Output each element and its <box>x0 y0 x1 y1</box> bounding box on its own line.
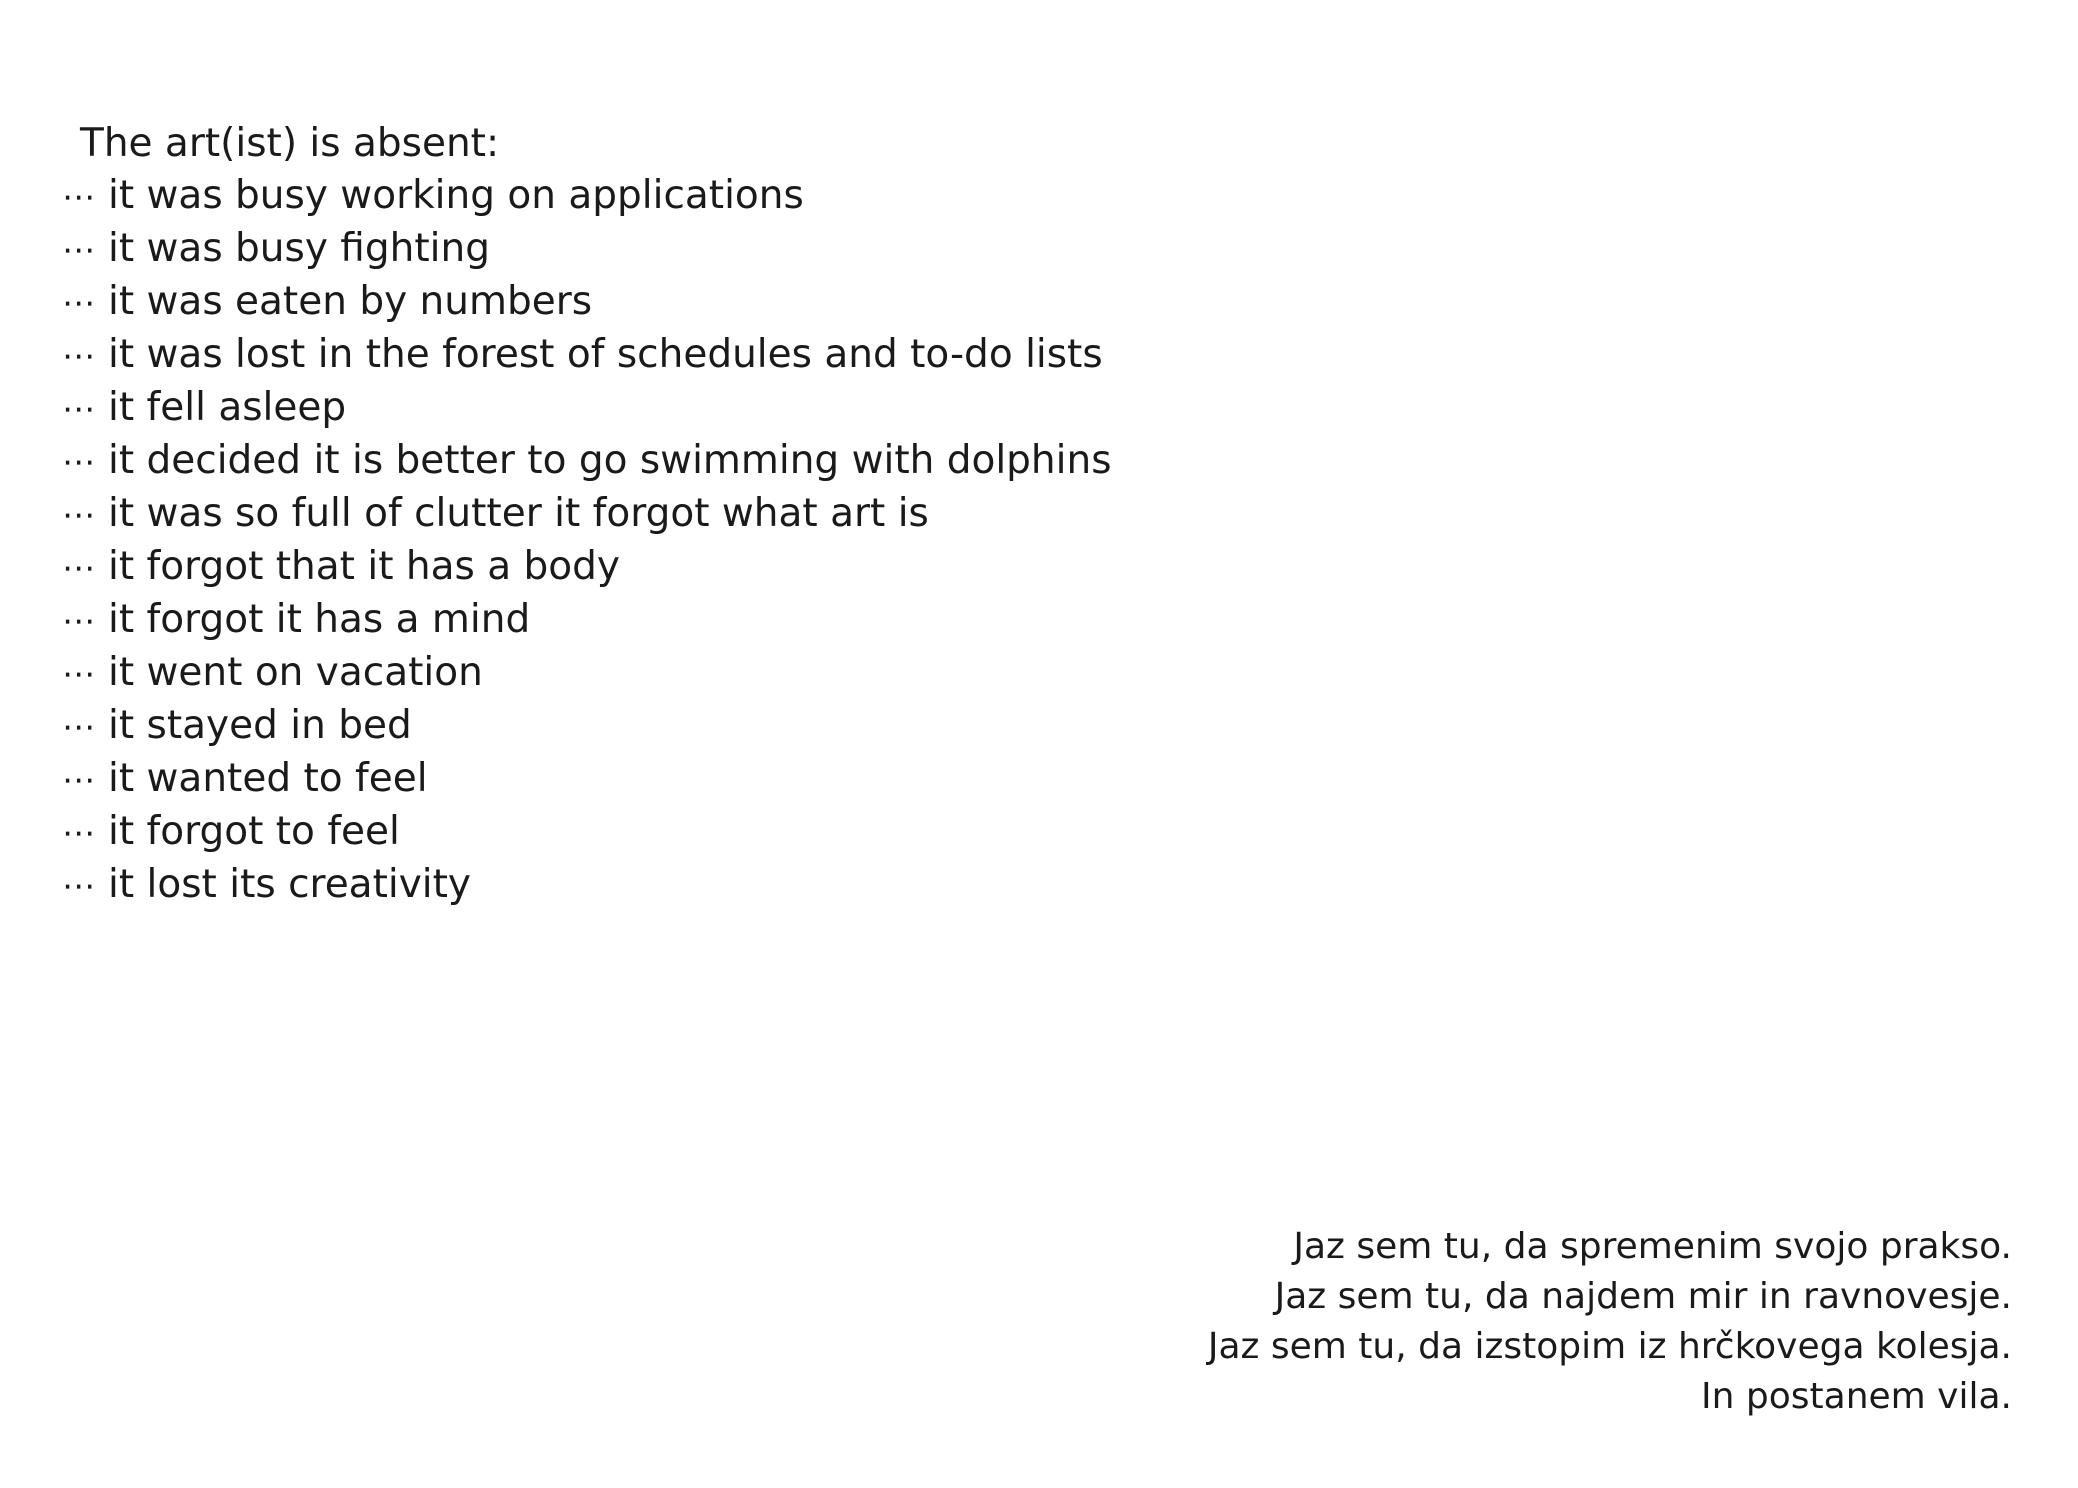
ellipsis-icon: ⋯ <box>62 177 96 216</box>
ellipsis-icon: ⋯ <box>62 442 96 481</box>
list-item <box>62 753 1262 806</box>
closing-line: Jaz sem tu, da izstopim iz hrčkovega kolesja. <box>1207 1326 2012 1367</box>
ellipsis-icon: ⋯ <box>62 230 96 269</box>
closing-statement-block <box>1012 1222 2012 1422</box>
absent-artist-block <box>62 118 1262 912</box>
list-item <box>62 647 1262 700</box>
list-item <box>62 435 1262 488</box>
list-item <box>62 859 1262 912</box>
list-item-label: it was so full of clutter it forgot what art is <box>108 491 929 536</box>
reasons-list <box>62 170 1262 912</box>
list-item-label: it wanted to feel <box>108 756 428 801</box>
ellipsis-icon: ⋯ <box>62 654 96 693</box>
ellipsis-icon: ⋯ <box>62 813 96 852</box>
ellipsis-icon: ⋯ <box>62 336 96 375</box>
list-item <box>62 170 1262 223</box>
list-item-label: it stayed in bed <box>108 703 412 748</box>
closing-line: Jaz sem tu, da najdem mir in ravnovesje. <box>1274 1276 2012 1317</box>
list-item-label: it was eaten by numbers <box>108 279 593 324</box>
list-item-label: it forgot to feel <box>108 809 400 854</box>
list-item-label: it was busy fighting <box>108 226 490 271</box>
ellipsis-icon: ⋯ <box>62 707 96 746</box>
list-item-label: it decided it is better to go swimming with dolphins <box>108 438 1112 483</box>
page-title: The art(ist) is absent: <box>80 121 500 166</box>
ellipsis-icon: ⋯ <box>62 389 96 428</box>
ellipsis-icon: ⋯ <box>62 601 96 640</box>
list-item-label: it was busy working on applications <box>108 173 804 218</box>
ellipsis-icon: ⋯ <box>62 548 96 587</box>
list-item <box>62 382 1262 435</box>
list-item-label: it lost its creativity <box>108 862 471 907</box>
ellipsis-icon: ⋯ <box>62 760 96 799</box>
closing-line: In postanem vila. <box>1701 1376 2012 1417</box>
list-item <box>62 594 1262 647</box>
list-item <box>62 700 1262 753</box>
list-item <box>62 329 1262 382</box>
list-item-label: it went on vacation <box>108 650 483 695</box>
ellipsis-icon: ⋯ <box>62 283 96 322</box>
list-item <box>62 488 1262 541</box>
list-item <box>62 806 1262 859</box>
list-item-label: it was lost in the forest of schedules and to-do lists <box>108 332 1103 377</box>
list-item-label: it forgot that it has a body <box>108 544 620 589</box>
ellipsis-icon: ⋯ <box>62 866 96 905</box>
list-item-label: it fell asleep <box>108 385 347 430</box>
ellipsis-icon: ⋯ <box>62 495 96 534</box>
closing-line: Jaz sem tu, da spremenim svojo prakso. <box>1293 1226 2012 1267</box>
list-item <box>62 223 1262 276</box>
list-item <box>62 541 1262 594</box>
list-item-label: it forgot it has a mind <box>108 597 531 642</box>
list-item <box>62 276 1262 329</box>
